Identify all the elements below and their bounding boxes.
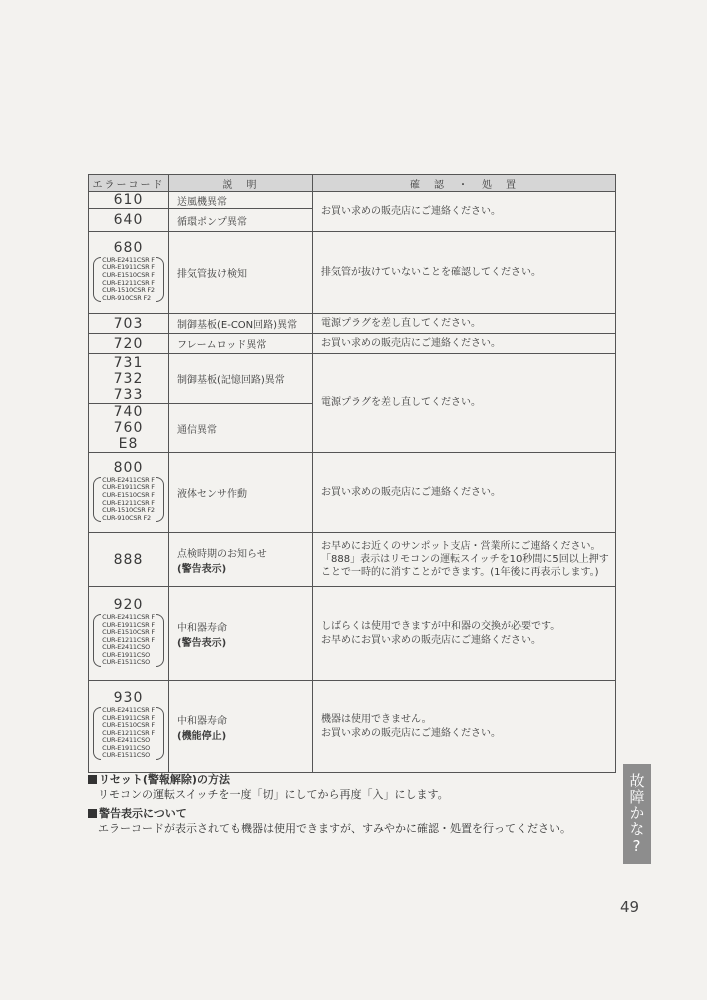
error-description: 制御基板(記憶回路)異常 [169, 354, 313, 404]
error-code: 680 [113, 239, 144, 256]
square-bullet-icon [88, 775, 97, 784]
header-error-code: エラーコード [89, 175, 169, 192]
table-row [89, 232, 616, 314]
error-description: 液体センサ作動 [169, 453, 313, 533]
error-code: 740 [113, 404, 144, 420]
note-body-reset: リモコンの運転スイッチを一度「切」にしてから再度「入」にします。 [98, 788, 449, 801]
error-code: 720 [113, 335, 144, 352]
table-header-row [89, 175, 616, 192]
error-code: 888 [113, 551, 144, 568]
error-action: 機器は使用できません。 [321, 713, 432, 725]
table-row [89, 533, 616, 587]
error-action: お買い求めの販売店にご連絡ください。 [313, 334, 616, 354]
error-description: 排気管抜け検知 [169, 232, 313, 314]
note-body-warning: エラーコードが表示されても機器は使用できますが、すみやかに確認・処置を行ってください。 [98, 822, 571, 835]
square-bullet-icon [88, 809, 97, 818]
error-action: 電源プラグを差し直してください。 [313, 354, 616, 453]
error-action: 排気管が抜けていないことを確認してください。 [313, 232, 616, 314]
model-list: CUR-E2411CSR F CUR-E1911CSR F CUR-E1510CSR F CUR-E1211CSR F CUR-E2411CSO CUR-E1911CSO CUR-E1511CSO [93, 707, 164, 760]
page-number: 49 [620, 898, 640, 916]
error-action: お早めにお近くのサンポット支店・営業所にご連絡ください。「888」表示はリモコンの運転スイッチを10秒間に5回以上押すことで一時的に消すことができます。(1年後に再表示します。) [313, 533, 616, 587]
error-code: 733 [113, 386, 144, 403]
note-title-reset: リセット(警報解除)の方法 [99, 773, 230, 786]
error-code: 930 [113, 689, 144, 706]
error-code: 703 [113, 315, 144, 332]
error-description: 循環ポンプ異常 [169, 209, 313, 232]
note-title-warning: 警告表示について [99, 807, 187, 820]
table-row [89, 453, 616, 533]
warning-label: (警告表示) [177, 637, 227, 649]
error-description: フレームロッド異常 [169, 334, 313, 354]
error-action: 電源プラグを差し直してください。 [313, 314, 616, 334]
error-action: お買い求めの販売店にご連絡ください。 [313, 192, 616, 232]
model-list: CUR-E2411CSR F CUR-E1911CSR F CUR-E1510CSR F CUR-E1211CSR F CUR-E2411CSO CUR-E1911CSO CUR-E1511CSO [93, 614, 164, 667]
error-description: 通信異常 [169, 404, 313, 453]
error-description: 送風機異常 [169, 192, 313, 209]
table-row [89, 314, 616, 334]
table-row [89, 354, 616, 404]
error-description: 点検時期のお知らせ [177, 548, 267, 560]
error-code: 610 [113, 192, 144, 208]
error-description: 中和器寿命 [177, 622, 227, 634]
error-code: 920 [113, 596, 144, 613]
section-side-tab: 故障かな? [623, 764, 651, 864]
error-code: 731 [113, 354, 144, 371]
error-code-table [88, 174, 616, 773]
error-code: E8 [118, 436, 139, 452]
stop-label: (機能停止) [177, 730, 227, 742]
error-action: お買い求めの販売店にご連絡ください。 [321, 727, 501, 739]
header-description: 説 明 [169, 175, 313, 192]
table-row [89, 334, 616, 354]
table-row [89, 192, 616, 209]
error-code: 760 [113, 420, 144, 436]
header-action: 確 認 ・ 処 置 [313, 175, 616, 192]
error-description: 制御基板(E-CON回路)異常 [169, 314, 313, 334]
error-action: しばらくは使用できますが中和器の交換が必要です。 [321, 620, 561, 632]
model-list: CUR-E2411CSR F CUR-E1911CSR F CUR-E1510CSR F CUR-E1211CSR F CUR-1510CSR F2 CUR-910CSR F2 [93, 477, 164, 523]
error-action: お買い求めの販売店にご連絡ください。 [313, 453, 616, 533]
error-description: 中和器寿命 [177, 715, 227, 727]
table-row [89, 681, 616, 773]
error-code: 732 [113, 370, 144, 387]
warning-label: (警告表示) [177, 563, 227, 575]
notes-section [88, 772, 628, 840]
error-code: 800 [113, 459, 144, 476]
error-action: お早めにお買い求めの販売店にご連絡ください。 [321, 634, 541, 646]
table-row [89, 587, 616, 681]
error-code: 640 [113, 212, 144, 228]
model-list: CUR-E2411CSR F CUR-E1911CSR F CUR-E1510CSR F CUR-E1211CSR F CUR-1510CSR F2 CUR-910CSR F2 [93, 257, 164, 303]
